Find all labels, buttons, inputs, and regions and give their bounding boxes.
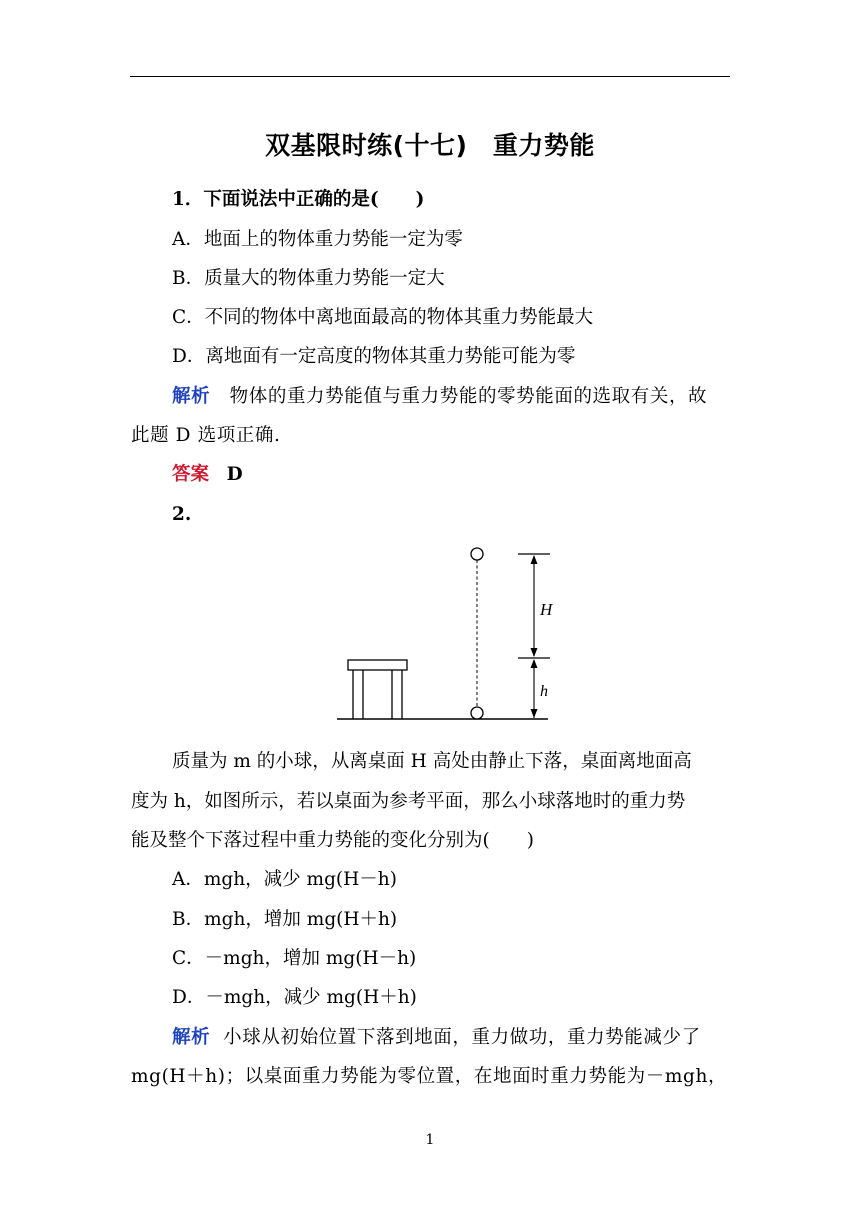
falling-ball-figure [320,540,560,730]
q2-stem-line1: 质量为 m 的小球，从离桌面 H 高处由静止下落，桌面离地面高 [172,751,692,772]
q2-stem-line3: 能及整个下落过程中重力势能的变化分别为( ) [131,830,534,851]
page-number: 1 [425,1132,435,1148]
q1-answer-label: 答案 [172,464,210,485]
q2-stem-line2: 度为 h，如图所示，若以桌面为参考平面，那么小球落地时的重力势 [131,791,686,812]
q1-answer-value: D [226,464,243,485]
q1-option-b: B．质量大的物体重力势能一定大 [172,268,445,289]
q2-analysis-line1 [172,1026,701,1050]
arrow-head [531,659,538,668]
table-top [348,660,407,670]
q1-analysis-line1 [172,385,707,409]
q2-analysis-line2: mg(H＋h)；以桌面重力势能为零位置，在地面时重力势能为－mgh， [131,1066,728,1087]
falling-ball-diagram [320,540,560,730]
q1-stem: 1．下面说法中正确的是( ) [172,189,425,210]
ball-ground [471,707,483,719]
label-H: H [540,600,553,619]
q2-number: 2. [172,504,192,525]
arrow-head [531,709,538,718]
q2-analysis-text: 小球从初始位置下落到地面，重力做功，重力势能减少了 [223,1027,701,1048]
page-title: 双基限时练(十七) 重力势能 [265,131,595,160]
q1-option-c: C．不同的物体中离地面最高的物体其重力势能最大 [172,307,594,328]
q2-option-a: A．mgh，减少 mg(H－h) [172,869,397,890]
label-h: h [540,683,548,700]
q2-option-b: B．mgh，增加 mg(H＋h) [172,909,398,930]
q2-option-d: D．－mgh，减少 mg(H＋h) [172,987,417,1008]
q1-analysis-line2: 此题 D 选项正确. [131,425,281,446]
arrow-head [531,555,538,564]
ball-initial [471,548,483,560]
q1-option-d: D．离地面有一定高度的物体其重力势能可能为零 [172,346,576,367]
q1-answer [172,463,243,487]
q1-analysis-text: 物体的重力势能值与重力势能的零势能面的选取有关，故 [229,386,708,407]
arrow-head [531,648,538,657]
header-rule [130,76,730,77]
q1-option-a: A．地面上的物体重力势能一定为零 [172,229,463,250]
q2-option-c: C．－mgh，增加 mg(H－h) [172,948,417,969]
q2-analysis-label: 解析 [172,1027,211,1048]
q1-analysis-label: 解析 [172,386,211,407]
